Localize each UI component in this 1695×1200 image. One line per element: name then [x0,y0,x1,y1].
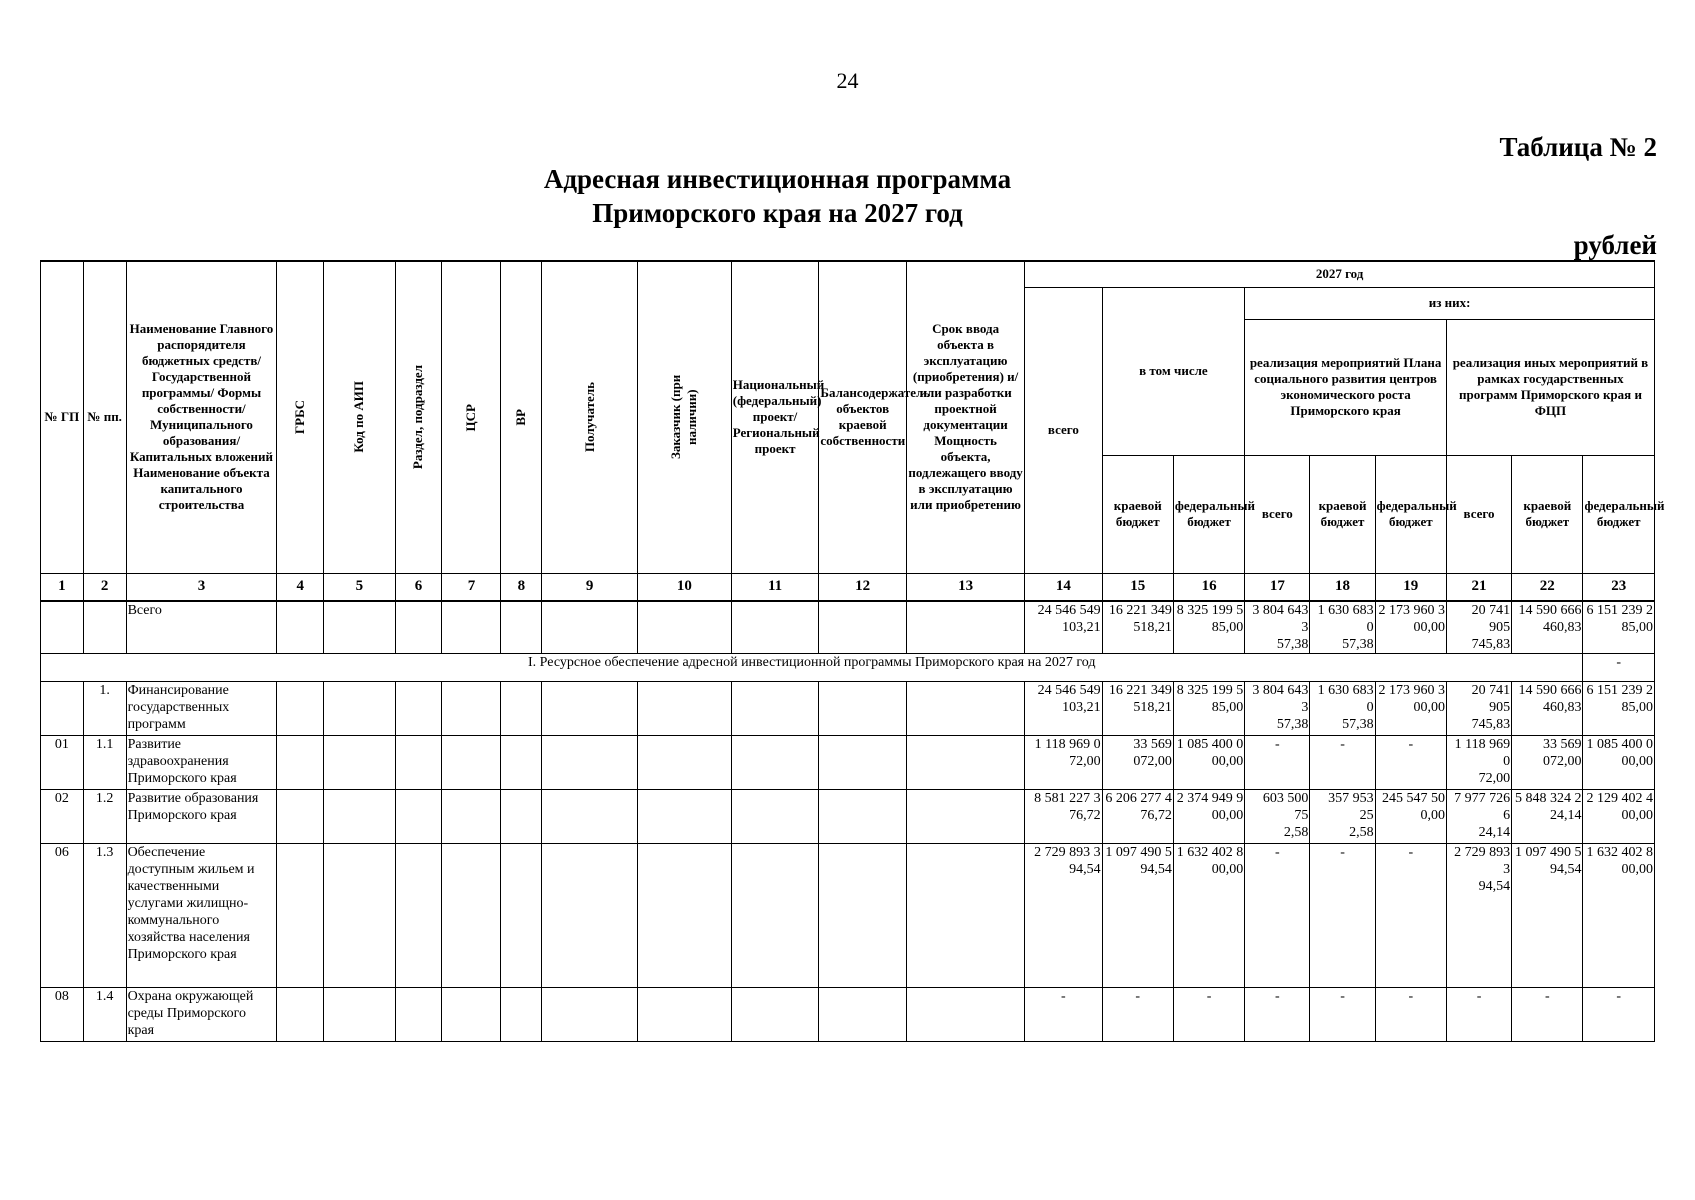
empty-cell [501,843,542,987]
header-regional-budget: краевой бюджет [1102,455,1173,573]
name-cell: Охрана окружающей среды Приморского края [126,987,277,1041]
gp-cell: 02 [41,789,84,843]
amount-cell: 14 590 666 460,83 [1512,681,1583,735]
column-number: 3 [126,573,277,601]
amount-cell: 33 569 072,00 [1102,735,1173,789]
header-customer [638,261,732,573]
column-number: 21 [1446,573,1511,601]
header-vr-text: ВР [513,408,529,426]
amount-cell: 20 741 905 745,83 [1446,681,1511,735]
amount-cell: 2 173 960 3 00,00 [1375,681,1446,735]
column-number: 4 [277,573,324,601]
column-number: 1 [41,573,84,601]
header-including: в том числе [1102,287,1245,455]
amount-cell: 8 325 199 5 85,00 [1173,601,1244,654]
amount-cell: - [1375,987,1446,1041]
empty-cell [638,789,732,843]
empty-cell [819,789,907,843]
amount-cell: - [1173,987,1244,1041]
amount-cell: 1 118 969 0 72,00 [1446,735,1511,789]
header-pp: № пп. [83,261,126,573]
header-other-federal: федеральный бюджет [1583,455,1655,573]
empty-cell [731,843,819,987]
amount-cell: - [1245,843,1310,987]
empty-cell [277,681,324,735]
empty-cell [542,601,638,654]
empty-cell [542,789,638,843]
column-number: 5 [324,573,395,601]
empty-cell [442,789,501,843]
empty-cell [442,843,501,987]
empty-cell [906,681,1024,735]
empty-cell [819,735,907,789]
amount-cell: 3 804 643 3 57,38 [1245,681,1310,735]
column-number: 11 [731,573,819,601]
column-number: 6 [395,573,442,601]
name-cell: Обеспечение доступным жильем и качественными услугами жилищно-коммунального хозяйства населения Приморского края [126,843,277,987]
amount-cell: - [1245,987,1310,1041]
gp-cell: 06 [41,843,84,987]
header-plan-total: всего [1245,455,1310,573]
header-national-project: Национальный (федеральный) проект/ Региональный проект [731,261,819,573]
amount-cell: 2 729 893 3 94,54 [1025,843,1102,987]
header-other-programs-text: реализация иных мероприятий в рамках государственных программ Приморского края и ФЦП [1452,355,1649,418]
empty-cell [638,601,732,654]
table-row [41,681,1655,735]
column-number: 14 [1025,573,1102,601]
name-cell: Развитие образования Приморского края [126,789,277,843]
amount-cell: - [1310,987,1375,1041]
empty-cell [819,987,907,1041]
title-line-2: Приморского края на 2027 год [592,198,963,228]
amount-cell: 245 547 50 0,00 [1375,789,1446,843]
amount-cell: 2 374 949 9 00,00 [1173,789,1244,843]
table-row [41,601,1655,654]
table-row [41,735,1655,789]
name-cell: Финансирование государственных программ [126,681,277,735]
column-number: 12 [819,573,907,601]
header-recipient [542,261,638,573]
empty-cell [731,987,819,1041]
empty-cell [542,987,638,1041]
column-number: 13 [906,573,1024,601]
amount-cell: 1 097 490 5 94,54 [1512,843,1583,987]
empty-cell [324,681,395,735]
amount-cell: 24 546 549 103,21 [1025,601,1102,654]
amount-cell: 2 729 893 3 94,54 [1446,843,1511,987]
header-recipient-text: Получатель [581,382,597,453]
empty-cell [819,681,907,735]
header-commissioning: Срок ввода объекта в эксплуатацию (приобретения) и/или разработки проектной документации Мощность объекта, подлежащего вводу в эксплуатацию или приобретению [906,261,1024,573]
header-balance-holder: Балансодержатель объектов краевой собственности [819,261,907,573]
empty-cell [501,601,542,654]
empty-cell [324,843,395,987]
amount-cell: 14 590 666 460,83 [1512,601,1583,654]
header-plan-regional: краевой бюджет [1310,455,1375,573]
amount-cell: 8 325 199 5 85,00 [1173,681,1244,735]
amount-cell: 1 097 490 5 94,54 [1102,843,1173,987]
gp-cell [41,681,84,735]
amount-cell: - [1583,987,1655,1041]
amount-cell: 1 085 400 0 00,00 [1173,735,1244,789]
header-total: всего [1025,287,1102,573]
amount-cell: 1 630 683 0 57,38 [1310,681,1375,735]
header-other-total: всего [1446,455,1511,573]
header-other-regional: краевой бюджет [1512,455,1583,573]
header-grbs [277,261,324,573]
empty-cell [638,681,732,735]
empty-cell [731,735,819,789]
amount-cell: - [1446,987,1511,1041]
title-line-1: Адресная инвестиционная программа [543,164,1012,194]
table-row [41,987,1655,1041]
header-csr [442,261,501,573]
document-title [0,162,1695,230]
empty-cell [501,987,542,1041]
amount-cell: - [1512,987,1583,1041]
amount-cell: - [1245,735,1310,789]
empty-cell [277,987,324,1041]
header-gp: № ГП [41,261,84,573]
page-number: 24 [836,68,859,93]
amount-cell: 5 848 324 2 24,14 [1512,789,1583,843]
empty-cell [395,789,442,843]
empty-cell [277,843,324,987]
amount-cell: - [1310,735,1375,789]
amount-cell: 16 221 349 518,21 [1102,681,1173,735]
gp-cell [41,601,84,654]
empty-cell [501,789,542,843]
amount-cell: 7 977 726 6 24,14 [1446,789,1511,843]
amount-cell: 16 221 349 518,21 [1102,601,1173,654]
empty-cell [819,843,907,987]
empty-cell [442,987,501,1041]
header-federal-budget: федеральный бюджет [1173,455,1244,573]
amount-cell: 2 129 402 4 00,00 [1583,789,1655,843]
gp-cell: 01 [41,735,84,789]
empty-cell [906,735,1024,789]
amount-cell: - [1310,843,1375,987]
empty-cell [324,601,395,654]
amount-cell: 6 151 239 2 85,00 [1583,601,1655,654]
pp-cell: 1.2 [83,789,126,843]
empty-cell [731,601,819,654]
column-number: 23 [1583,573,1655,601]
empty-cell [324,987,395,1041]
table-row [41,843,1655,987]
empty-cell [638,987,732,1041]
pp-cell: 1. [83,681,126,735]
empty-cell [324,789,395,843]
empty-cell [731,789,819,843]
empty-cell [395,843,442,987]
header-aip-code-text: Код по АИП [351,381,367,454]
pp-cell: 1.3 [83,843,126,987]
section-row [41,653,1655,681]
amount-cell: 3 804 643 3 57,38 [1245,601,1310,654]
column-number: 10 [638,573,732,601]
empty-cell [501,735,542,789]
header-plan-federal: федеральный бюджет [1375,455,1446,573]
gp-cell: 08 [41,987,84,1041]
empty-cell [638,843,732,987]
column-number: 15 [1102,573,1173,601]
empty-cell [395,681,442,735]
amount-cell: 33 569 072,00 [1512,735,1583,789]
amount-cell: - [1375,843,1446,987]
amount-cell: 6 206 277 4 76,72 [1102,789,1173,843]
header-name: Наименование Главного распорядителя бюджетных средств/Государственной программы/ Формы собственности/Муниципального образования/Капитальных вложений Наименование объекта капитального строительства [126,261,277,573]
amount-cell: 2 173 960 3 00,00 [1375,601,1446,654]
empty-cell [442,601,501,654]
empty-cell [324,735,395,789]
empty-cell [906,601,1024,654]
amount-cell: 24 546 549 103,21 [1025,681,1102,735]
column-number: 19 [1375,573,1446,601]
section-title: I. Ресурсное обеспечение адресной инвестиционной программы Приморского края на 2027 год [41,653,1583,681]
table-label: Таблица № 2 [1499,132,1657,162]
header-plan-social-text: реализация мероприятий Плана социального развития центров экономического роста Приморского края [1249,355,1442,418]
pp-cell: 1.1 [83,735,126,789]
empty-cell [442,735,501,789]
column-number: 9 [542,573,638,601]
amount-cell: 1 630 683 0 57,38 [1310,601,1375,654]
investment-table [40,260,1665,1042]
name-cell: Развитие здравоохранения Приморского края [126,735,277,789]
column-number: 8 [501,573,542,601]
column-number: 17 [1245,573,1310,601]
empty-cell [277,789,324,843]
empty-cell [638,735,732,789]
amount-cell: 20 741 905 745,83 [1446,601,1511,654]
empty-cell [906,789,1024,843]
header-section [395,261,442,573]
empty-cell [819,601,907,654]
amount-cell: 6 151 239 2 85,00 [1583,681,1655,735]
pp-cell: 1.4 [83,987,126,1041]
empty-cell [906,987,1024,1041]
empty-cell [277,735,324,789]
table-row [41,789,1655,843]
amount-cell: - [1025,987,1102,1041]
name-cell: Всего [126,601,277,654]
amount-cell: - [1102,987,1173,1041]
header-customer-text: Заказчик (при наличии) [668,375,700,460]
amount-cell: 1 632 402 8 00,00 [1173,843,1244,987]
amount-cell: 603 500 75 2,58 [1245,789,1310,843]
empty-cell [442,681,501,735]
header-grbs-text: ГРБС [292,400,308,435]
amount-cell: 357 953 25 2,58 [1310,789,1375,843]
column-number: 22 [1512,573,1583,601]
empty-cell [395,601,442,654]
empty-cell [395,735,442,789]
empty-cell [501,681,542,735]
amount-cell: - [1375,735,1446,789]
header-of-them: из них: [1245,287,1655,319]
column-number: 18 [1310,573,1375,601]
amount-cell: 1 632 402 8 00,00 [1583,843,1655,987]
empty-cell [731,681,819,735]
empty-cell [542,843,638,987]
units-label: рублей [1573,230,1657,260]
section-last-cell: - [1583,653,1655,681]
pp-cell [83,601,126,654]
amount-cell: 8 581 227 3 76,72 [1025,789,1102,843]
header-section-text: Раздел, подраздел [410,365,426,470]
column-number: 2 [83,573,126,601]
header-vr [501,261,542,573]
header-plan-social [1245,319,1447,455]
column-number: 16 [1173,573,1244,601]
empty-cell [542,681,638,735]
column-number: 7 [442,573,501,601]
empty-cell [395,987,442,1041]
amount-cell: 1 118 969 0 72,00 [1025,735,1102,789]
empty-cell [277,601,324,654]
header-csr-text: ЦСР [463,403,479,431]
amount-cell: 1 085 400 0 00,00 [1583,735,1655,789]
header-aip-code [324,261,395,573]
empty-cell [906,843,1024,987]
column-numbers-row [41,573,1655,601]
empty-cell [542,735,638,789]
header-year: 2027 год [1025,261,1655,287]
header-other-programs [1446,319,1654,455]
